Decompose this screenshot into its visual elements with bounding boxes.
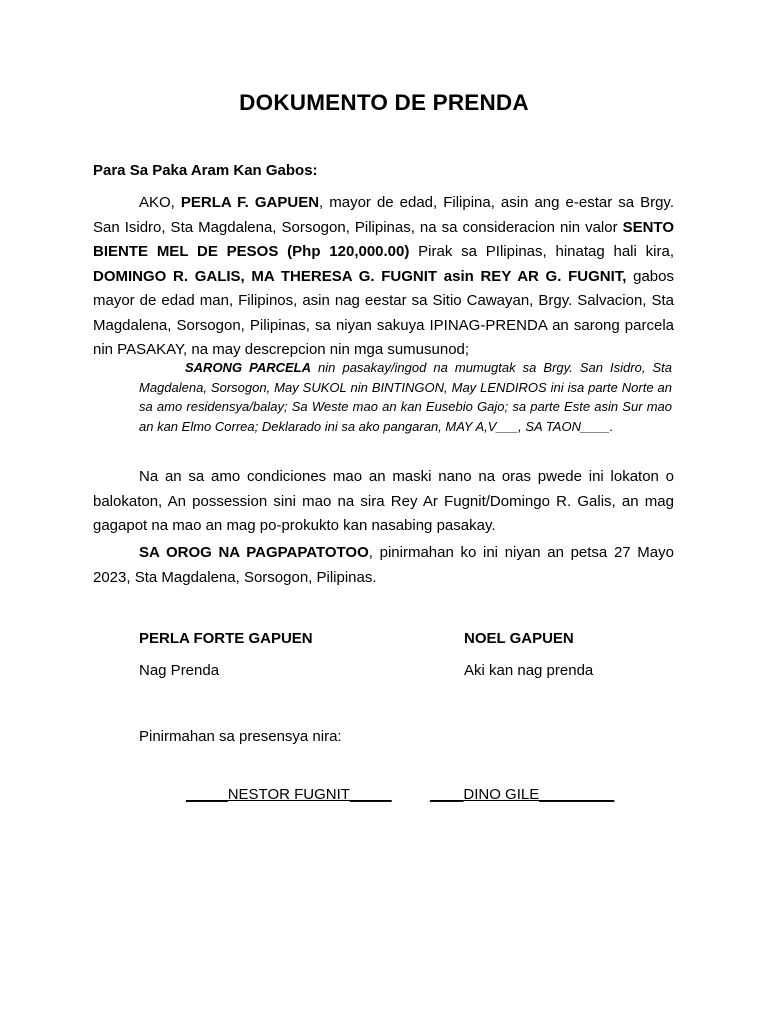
description-text: nin pasakay/ingod na mumugtak sa Brgy. San Isidro, Sta Magdalena, Sorsogon, May SUKOL nin BINTINGON, May LENDIROS ini isa parte Norte an sa amo residensya/balay; Sa Weste mao an kan Eusebio Gajo; sa parte Este asin Sur mao an kan Elmo Correa; Deklarado ini sa ako pangaran, MAY A,V___, SA TAON____.: [139, 360, 673, 434]
description-heading: SARONG PARCELA: [185, 360, 311, 375]
attestation-text: , pinirmahan ko ini niyan an petsa 27 Mayo 2023, Sta Magdalena, Sorsogon, Pilipinas.: [93, 544, 674, 586]
witness-signature-line: _____NESTOR FUGNIT_____: [186, 786, 392, 803]
attestation-heading: SA OROG NA PAGPAPATOTOO: [139, 544, 369, 561]
document-title: DOKUMENTO DE PRENDA: [239, 90, 529, 115]
pledgor-name: PERLA F. GAPUEN: [180, 194, 320, 211]
p1-text-3: Pirak sa PIlipinas, hinatag hali kira,: [409, 243, 674, 260]
salutation: Para Sa Paka Aram Kan Gabos:: [93, 162, 318, 179]
p1-text-2: , mayor de edad, Filipina, asin ang e-estar sa Brgy. San Isidro, Sta Magdalena, Sorsogon, Pilipinas, na sa consideracion nin valor: [93, 194, 674, 236]
signatory-name-spouse: NOEL GAPUEN: [464, 630, 574, 647]
signatory-role-spouse: Aki kan nag prenda: [464, 662, 594, 679]
paragraph-attestation: [93, 541, 674, 590]
p1-text-1: AKO,: [139, 194, 181, 211]
conditions-text: Na an sa amo condiciones mao an maski nano na oras pwede ini lokaton o balokaton, An possession sini mao na sira Rey Ar Fugnit/Domingo R. Galis, an mag gagapot na mao an mag po-prokukto kan nasabing pasakay.: [93, 468, 674, 534]
property-description: [139, 358, 672, 436]
p1-text-4: gabos mayor de edad man, Filipinos, asin nag eestar sa Sitio Cawayan, Brgy. Salvacion, Sta Magdalena, Sorsogon, Pilipinas, sa niyan sakuya IPINAG-PRENDA an sarong parcela nin PASAKAY, na may descrepcion nin mga sumusunod;: [93, 267, 674, 358]
witness-label: Pinirmahan sa presensya nira:: [139, 728, 342, 745]
pledgee-names: DOMINGO R. GALIS, MA THERESA G. FUGNIT asin REY AR G. FUGNIT,: [93, 267, 627, 285]
paragraph-pledge-statement: [93, 191, 674, 363]
witness-signature-line: ____DINO GILE_________: [430, 786, 615, 803]
pledge-amount: SENTO BIENTE MEL DE PESOS (Php 120,000.00): [93, 218, 674, 260]
signatory-name-pledgor: PERLA FORTE GAPUEN: [139, 630, 313, 647]
paragraph-conditions: [93, 465, 674, 539]
signatory-role-pledgor: Nag Prenda: [139, 662, 220, 679]
